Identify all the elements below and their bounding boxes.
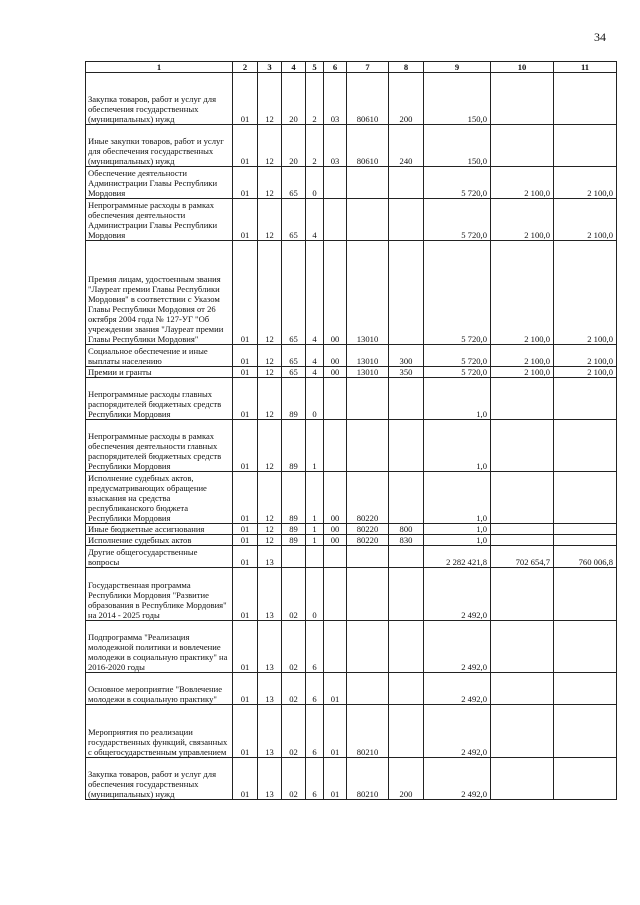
code-4: 20 [282, 73, 306, 125]
row-name: Социальное обеспечение и иные выплаты населению [86, 345, 233, 367]
row-name: Закупка товаров, работ и услуг для обеспечения государственных (муниципальных) нужд [86, 758, 233, 800]
amount-9: 2 492,0 [424, 568, 491, 621]
code-5: 6 [306, 673, 324, 705]
code-3: 13 [258, 546, 282, 568]
code-5: 2 [306, 73, 324, 125]
code-7 [347, 621, 389, 673]
code-8: 200 [389, 73, 424, 125]
code-4: 02 [282, 673, 306, 705]
code-6 [324, 546, 347, 568]
amount-10 [491, 524, 554, 535]
code-5: 0 [306, 378, 324, 420]
code-8: 830 [389, 535, 424, 546]
amount-10 [491, 535, 554, 546]
amount-9: 5 720,0 [424, 241, 491, 345]
code-4: 89 [282, 472, 306, 524]
row-name: Государственная программа Республики Мордовия "Развитие образования в Республике Мордовия" на 2014 - 2025 годы [86, 568, 233, 621]
code-8 [389, 568, 424, 621]
code-7: 80610 [347, 73, 389, 125]
table-row [86, 621, 617, 673]
code-7 [347, 420, 389, 472]
amount-11: 2 100,0 [554, 241, 617, 345]
code-6: 00 [324, 524, 347, 535]
code-3: 13 [258, 621, 282, 673]
code-3: 12 [258, 345, 282, 367]
code-3: 12 [258, 420, 282, 472]
code-5: 4 [306, 367, 324, 378]
column-header: 11 [554, 62, 617, 73]
code-5: 6 [306, 705, 324, 758]
amount-10 [491, 472, 554, 524]
code-3: 12 [258, 73, 282, 125]
amount-9: 5 720,0 [424, 167, 491, 199]
amount-9: 2 492,0 [424, 758, 491, 800]
code-4: 65 [282, 241, 306, 345]
header-row [86, 62, 617, 73]
column-header: 9 [424, 62, 491, 73]
code-8 [389, 420, 424, 472]
table-row [86, 546, 617, 568]
code-5: 1 [306, 524, 324, 535]
row-name: Подпрограмма "Реализация молодежной политики и вовлечение молодежи в социальную практику" на 2016-2020 годы [86, 621, 233, 673]
row-name: Основное мероприятие "Вовлечение молодежи в социальную практику" [86, 673, 233, 705]
amount-9: 5 720,0 [424, 199, 491, 241]
code-4: 20 [282, 125, 306, 167]
amount-10: 2 100,0 [491, 345, 554, 367]
amount-10 [491, 73, 554, 125]
code-5: 0 [306, 167, 324, 199]
code-2: 01 [233, 705, 258, 758]
code-4: 89 [282, 524, 306, 535]
amount-10: 2 100,0 [491, 199, 554, 241]
row-name: Исполнение судебных актов, предусматривающих обращение взыскания на средства республиканского бюджета Республики Мордовия [86, 472, 233, 524]
amount-9: 1,0 [424, 535, 491, 546]
code-5: 4 [306, 241, 324, 345]
amount-10 [491, 705, 554, 758]
code-2: 01 [233, 73, 258, 125]
column-header: 6 [324, 62, 347, 73]
code-3: 12 [258, 125, 282, 167]
amount-11 [554, 378, 617, 420]
code-7: 80220 [347, 535, 389, 546]
code-6: 01 [324, 705, 347, 758]
table-row [86, 673, 617, 705]
table-row [86, 535, 617, 546]
column-header: 8 [389, 62, 424, 73]
amount-10: 702 654,7 [491, 546, 554, 568]
code-8 [389, 199, 424, 241]
table-row [86, 199, 617, 241]
table-row [86, 73, 617, 125]
code-8 [389, 167, 424, 199]
code-7: 13010 [347, 241, 389, 345]
code-4: 02 [282, 621, 306, 673]
table-row [86, 241, 617, 345]
code-2: 01 [233, 546, 258, 568]
amount-9: 5 720,0 [424, 345, 491, 367]
code-2: 01 [233, 367, 258, 378]
code-6 [324, 167, 347, 199]
code-8 [389, 621, 424, 673]
amount-9: 2 492,0 [424, 621, 491, 673]
row-name: Обеспечение деятельности Администрации Главы Республики Мордовия [86, 167, 233, 199]
code-2: 01 [233, 241, 258, 345]
code-4: 65 [282, 345, 306, 367]
code-2: 01 [233, 167, 258, 199]
amount-10: 2 100,0 [491, 367, 554, 378]
code-5: 4 [306, 199, 324, 241]
amount-11 [554, 73, 617, 125]
row-name: Премия лицам, удостоенным звания "Лауреат премии Главы Республики Мордовия" в соответствии с Указом Главы Республики Мордовия от 26 октября 2004 года № 127-УГ "Об учреждении звания "Лауреат премии Главы Республики Мордовия" [86, 241, 233, 345]
amount-11: 2 100,0 [554, 367, 617, 378]
code-6: 01 [324, 673, 347, 705]
code-2: 01 [233, 420, 258, 472]
column-header: 4 [282, 62, 306, 73]
amount-10 [491, 378, 554, 420]
code-6: 03 [324, 73, 347, 125]
code-4: 89 [282, 420, 306, 472]
code-6 [324, 378, 347, 420]
code-4: 65 [282, 199, 306, 241]
code-5: 4 [306, 345, 324, 367]
code-8: 200 [389, 758, 424, 800]
code-3: 12 [258, 472, 282, 524]
table-body [86, 73, 617, 800]
code-7 [347, 199, 389, 241]
table-row [86, 524, 617, 535]
code-3: 12 [258, 167, 282, 199]
amount-10 [491, 673, 554, 705]
amount-9: 1,0 [424, 378, 491, 420]
code-4: 02 [282, 758, 306, 800]
code-8 [389, 546, 424, 568]
amount-11 [554, 705, 617, 758]
code-2: 01 [233, 524, 258, 535]
code-7 [347, 378, 389, 420]
code-7: 80610 [347, 125, 389, 167]
amount-9: 2 492,0 [424, 673, 491, 705]
column-header: 1 [86, 62, 233, 73]
code-4: 89 [282, 378, 306, 420]
code-7 [347, 167, 389, 199]
table-row [86, 167, 617, 199]
amount-10 [491, 420, 554, 472]
amount-10 [491, 621, 554, 673]
amount-11: 2 100,0 [554, 199, 617, 241]
column-header: 3 [258, 62, 282, 73]
code-5: 6 [306, 621, 324, 673]
table-row [86, 705, 617, 758]
code-4: 02 [282, 705, 306, 758]
code-2: 01 [233, 199, 258, 241]
amount-10 [491, 125, 554, 167]
code-3: 12 [258, 524, 282, 535]
code-7 [347, 546, 389, 568]
code-5: 1 [306, 535, 324, 546]
table-row [86, 378, 617, 420]
amount-9: 2 492,0 [424, 705, 491, 758]
amount-11 [554, 568, 617, 621]
code-3: 12 [258, 378, 282, 420]
code-3: 13 [258, 705, 282, 758]
row-name: Иные бюджетные ассигнования [86, 524, 233, 535]
code-7: 80220 [347, 472, 389, 524]
table-row [86, 345, 617, 367]
code-4: 89 [282, 535, 306, 546]
code-7: 80210 [347, 758, 389, 800]
code-2: 01 [233, 758, 258, 800]
code-2: 01 [233, 345, 258, 367]
code-7: 80210 [347, 705, 389, 758]
code-7: 80220 [347, 524, 389, 535]
code-2: 01 [233, 673, 258, 705]
row-name: Премии и гранты [86, 367, 233, 378]
table-row [86, 758, 617, 800]
code-6: 00 [324, 535, 347, 546]
code-2: 01 [233, 125, 258, 167]
code-7: 13010 [347, 367, 389, 378]
row-name: Непрограммные расходы главных распорядителей бюджетных средств Республики Мордовия [86, 378, 233, 420]
code-8: 800 [389, 524, 424, 535]
code-5: 1 [306, 472, 324, 524]
code-6: 00 [324, 472, 347, 524]
code-5: 0 [306, 568, 324, 621]
amount-9: 150,0 [424, 73, 491, 125]
code-5: 6 [306, 758, 324, 800]
code-8 [389, 673, 424, 705]
column-header: 5 [306, 62, 324, 73]
code-4: 02 [282, 568, 306, 621]
amount-9: 1,0 [424, 420, 491, 472]
code-8: 240 [389, 125, 424, 167]
code-6: 01 [324, 758, 347, 800]
amount-9: 5 720,0 [424, 367, 491, 378]
amount-11 [554, 535, 617, 546]
code-3: 12 [258, 367, 282, 378]
code-3: 12 [258, 241, 282, 345]
code-8 [389, 472, 424, 524]
column-header: 7 [347, 62, 389, 73]
amount-10 [491, 758, 554, 800]
amount-11 [554, 673, 617, 705]
row-name: Непрограммные расходы в рамках обеспечения деятельности Администрации Главы Республики Мордовия [86, 199, 233, 241]
code-5: 1 [306, 420, 324, 472]
code-3: 13 [258, 673, 282, 705]
code-6: 00 [324, 345, 347, 367]
code-2: 01 [233, 378, 258, 420]
table-row [86, 472, 617, 524]
amount-9: 1,0 [424, 524, 491, 535]
row-name: Непрограммные расходы в рамках обеспечения деятельности главных распорядителей бюджетных средств Республики Мордовия [86, 420, 233, 472]
amount-11: 2 100,0 [554, 167, 617, 199]
code-7 [347, 673, 389, 705]
amount-11 [554, 758, 617, 800]
code-8 [389, 378, 424, 420]
row-name: Иные закупки товаров, работ и услуг для обеспечения государственных (муниципальных) нужд [86, 125, 233, 167]
amount-11 [554, 420, 617, 472]
code-8 [389, 705, 424, 758]
code-8: 350 [389, 367, 424, 378]
code-5: 2 [306, 125, 324, 167]
code-7: 13010 [347, 345, 389, 367]
row-name: Мероприятия по реализации государственных функций, связанных с общегосударственным управлением [86, 705, 233, 758]
code-6: 00 [324, 241, 347, 345]
code-3: 12 [258, 535, 282, 546]
row-name: Исполнение судебных актов [86, 535, 233, 546]
code-3: 12 [258, 199, 282, 241]
table-row [86, 125, 617, 167]
amount-11 [554, 524, 617, 535]
code-6 [324, 568, 347, 621]
table-row [86, 420, 617, 472]
code-6: 00 [324, 367, 347, 378]
code-6 [324, 621, 347, 673]
code-6: 03 [324, 125, 347, 167]
code-6 [324, 420, 347, 472]
code-5 [306, 546, 324, 568]
amount-9: 2 282 421,8 [424, 546, 491, 568]
column-header: 10 [491, 62, 554, 73]
code-3: 13 [258, 758, 282, 800]
budget-table [85, 61, 617, 800]
code-2: 01 [233, 621, 258, 673]
code-7 [347, 568, 389, 621]
code-4: 65 [282, 167, 306, 199]
column-header: 2 [233, 62, 258, 73]
page-number: 34 [594, 30, 606, 44]
code-8: 300 [389, 345, 424, 367]
code-2: 01 [233, 568, 258, 621]
amount-11: 760 006,8 [554, 546, 617, 568]
code-2: 01 [233, 535, 258, 546]
table-row [86, 367, 617, 378]
amount-11 [554, 621, 617, 673]
amount-11: 2 100,0 [554, 345, 617, 367]
row-name: Закупка товаров, работ и услуг для обеспечения государственных (муниципальных) нужд [86, 73, 233, 125]
row-name: Другие общегосударственные вопросы [86, 546, 233, 568]
code-4 [282, 546, 306, 568]
code-6 [324, 199, 347, 241]
amount-10: 2 100,0 [491, 241, 554, 345]
code-8 [389, 241, 424, 345]
amount-10 [491, 568, 554, 621]
amount-11 [554, 472, 617, 524]
code-2: 01 [233, 472, 258, 524]
table-row [86, 568, 617, 621]
table-header [86, 62, 617, 73]
amount-9: 150,0 [424, 125, 491, 167]
amount-11 [554, 125, 617, 167]
amount-10: 2 100,0 [491, 167, 554, 199]
code-4: 65 [282, 367, 306, 378]
code-3: 13 [258, 568, 282, 621]
amount-9: 1,0 [424, 472, 491, 524]
